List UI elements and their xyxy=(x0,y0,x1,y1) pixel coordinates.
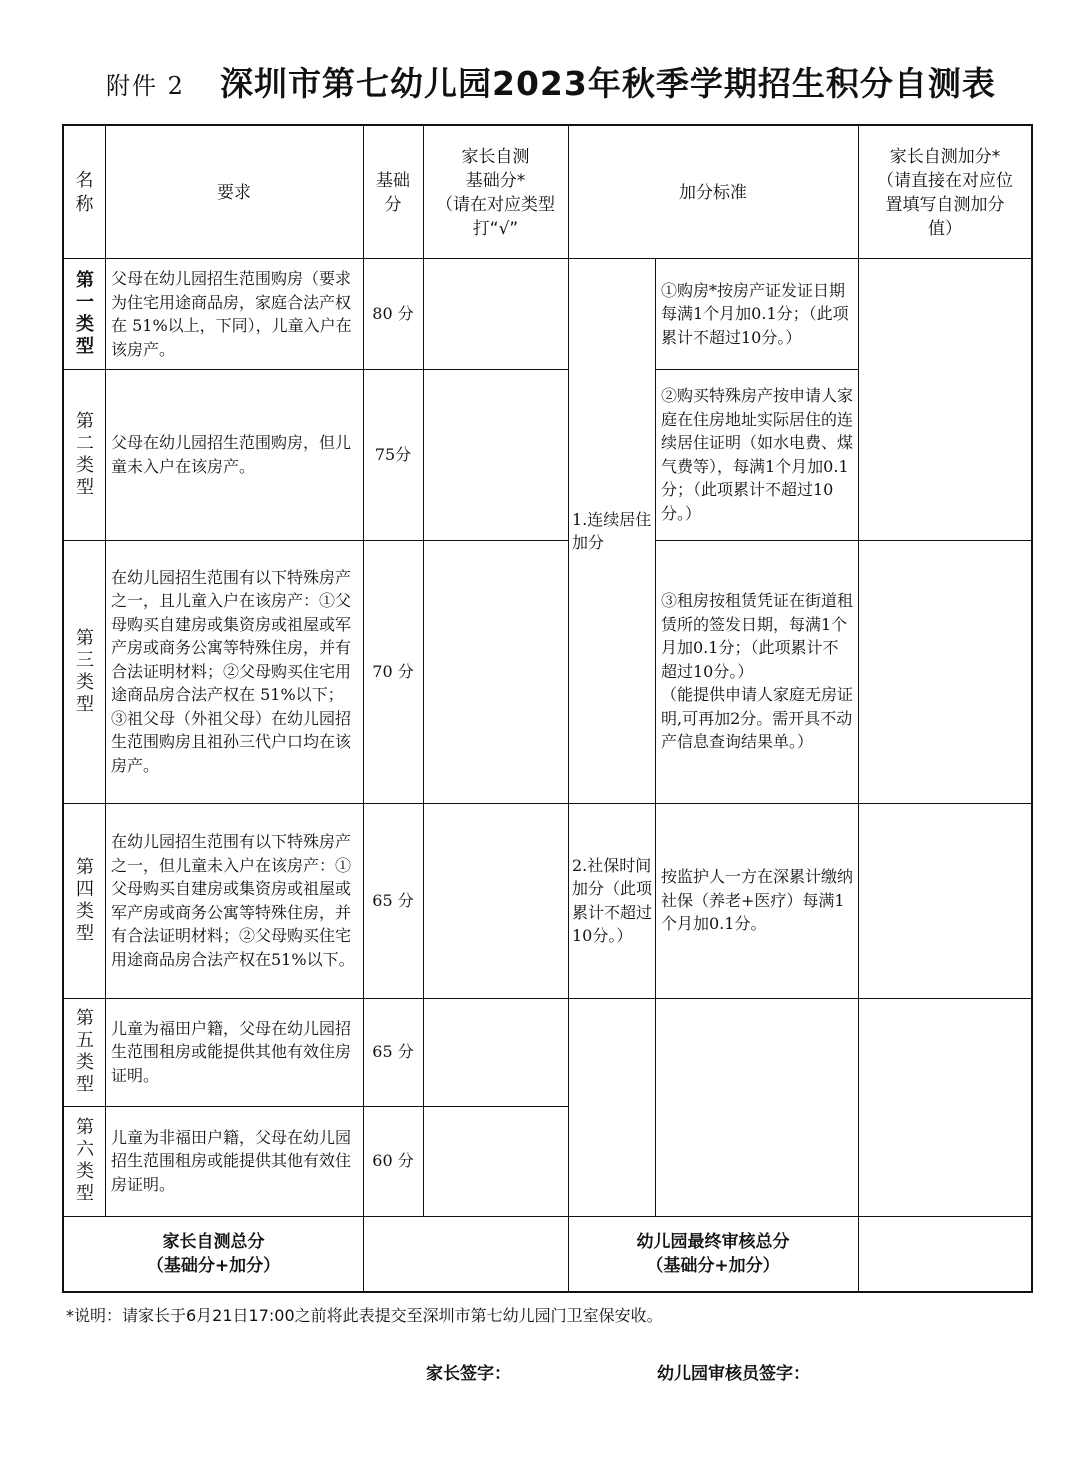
row-requirement: 父母在幼儿园招生范围购房，但儿童未入户在该房产。 xyxy=(111,433,352,476)
table-rule xyxy=(423,124,424,1216)
row-self-check[interactable] xyxy=(423,540,568,803)
row-name: 第六类型 xyxy=(76,1117,94,1204)
table-rule xyxy=(655,369,858,370)
row-name: 第五类型 xyxy=(76,1008,94,1095)
row-requirement: 儿童为福田户籍，父母在幼儿园招生范围租房或能提供其他有效住房证明。 xyxy=(111,1018,352,1085)
table-rule xyxy=(62,803,1033,804)
row-requirement: 父母在幼儿园招生范围购房（要求为住宅用途商品房，家庭合法产权在 51%以上，下同），儿童入户在该房产。 xyxy=(111,269,352,359)
self-bonus-input[interactable] xyxy=(858,369,1032,540)
row-base: 70 分 xyxy=(372,661,414,681)
table-rule xyxy=(363,124,364,1292)
table-rule xyxy=(858,124,859,1292)
table-rule xyxy=(62,540,568,541)
header-name: 名 称 xyxy=(75,169,94,215)
table-rule xyxy=(568,124,569,1292)
instructions-note: *说明：请家长于6月21日17:00之前将此表提交至深圳市第七幼儿园门卫室保安收。 xyxy=(66,1306,663,1325)
header-self-check: 家长自测 基础分* （请在对应类型 打“√” xyxy=(436,146,555,239)
self-bonus-input[interactable] xyxy=(858,803,1032,998)
table-rule xyxy=(1031,124,1032,1292)
row-name: 第一类型 xyxy=(76,270,94,357)
kindergarten-total-input[interactable] xyxy=(858,1216,1032,1292)
header-requirement: 要求 xyxy=(217,182,251,203)
row-base: 60 分 xyxy=(372,1151,414,1171)
row-name: 第三类型 xyxy=(76,627,94,715)
row-name: 第二类型 xyxy=(76,410,94,498)
row-requirement: 在幼儿园招生范围有以下特殊房产之一，且儿童入户在该房产：①父母购买自建房或集资房或祖屋或军产房或商务公寓等特殊住房，并有合法证明材料；②父母购买住宅用途商品房合法产权在 51%以下；③祖父母（外祖父母）在幼儿园招生范围购房且祖孙三代户口均在该房产。 xyxy=(111,567,352,775)
parent-signature-label: 家长签字： xyxy=(426,1364,511,1384)
bonus-social-label: 2.社保时间加分（此项累计不超过10分。） xyxy=(572,855,653,945)
parent-total-label: 家长自测总分 （基础分+加分） xyxy=(146,1232,281,1276)
row-base: 65 分 xyxy=(372,890,414,910)
row-base: 75分 xyxy=(374,444,412,464)
header-base: 基础 分 xyxy=(376,170,410,215)
page-title: 深圳市第七幼儿园2023年秋季学期招生积分自测表 xyxy=(220,64,996,103)
table-border xyxy=(62,124,1033,126)
row-self-check[interactable] xyxy=(423,369,568,540)
table-rule xyxy=(655,259,656,1216)
bonus-residence-item: ①购房*按房产证发证日期每满1个月加0.1分；（此项累计不超过10分。） xyxy=(661,280,849,347)
table-border xyxy=(62,1291,1033,1293)
bonus-residence-label: 1.连续居住加分 xyxy=(572,509,652,552)
row-self-check[interactable] xyxy=(423,259,568,369)
row-base: 65 分 xyxy=(372,1042,414,1062)
table-rule xyxy=(62,258,1033,259)
header-self-bonus: 家长自测加分* （请直接在对应位 置填写自测加分 值） xyxy=(877,146,1013,239)
self-bonus-input[interactable] xyxy=(858,259,1032,369)
bonus-residence-item: ③租房按租赁凭证在街道租赁所的签发日期，每满1个月加0.1分；（此项累计不超过10分。） （能提供申请人家庭无房证明,可再加2分。需开具不动产信息查询结果单。） xyxy=(661,591,854,752)
self-bonus-input[interactable] xyxy=(858,998,1032,1216)
reviewer-signature-label: 幼儿园审核员签字： xyxy=(657,1364,810,1384)
row-base: 80 分 xyxy=(372,304,414,324)
row-requirement: 儿童为非福田户籍，父母在幼儿园招生范围租房或能提供其他有效住房证明。 xyxy=(111,1127,352,1194)
self-bonus-input[interactable] xyxy=(858,540,1032,803)
row-self-check[interactable] xyxy=(423,803,568,998)
bonus-social-item: 按监护人一方在深累计缴纳社保（养老+医疗）每满1个月加0.1分。 xyxy=(661,867,854,934)
row-self-check[interactable] xyxy=(423,998,568,1106)
table-rule xyxy=(62,998,1033,999)
row-self-check[interactable] xyxy=(423,1106,568,1216)
table-rule xyxy=(655,540,1033,541)
row-requirement: 在幼儿园招生范围有以下特殊房产之一，但儿童未入户在该房产：①父母购买自建房或集资房或祖屋或军产房或商务公寓等特殊住房，并有合法证明材料；②父母购买住宅用途商品房合法产权在51%以下。 xyxy=(111,832,355,969)
table-rule xyxy=(105,124,106,1216)
row-name: 第四类型 xyxy=(76,856,94,944)
table-border xyxy=(62,124,64,1293)
parent-total-input[interactable] xyxy=(363,1216,568,1292)
bonus-residence-item: ②购买特殊房产按申请人家庭在住房地址实际居住的连续居住证明（如水电费、煤气费等），每满1个月加0.1 分；（此项累计不超过10分。） xyxy=(661,386,854,523)
header-bonus-standard: 加分标准 xyxy=(679,182,747,203)
attachment-label: 附件 2 xyxy=(106,72,185,100)
table-rule xyxy=(62,369,568,370)
kindergarten-total-label: 幼儿园最终审核总分 （基础分+加分） xyxy=(636,1232,790,1276)
table-rule xyxy=(62,1216,1033,1217)
table-rule xyxy=(62,1106,568,1107)
document-title xyxy=(0,58,1080,106)
